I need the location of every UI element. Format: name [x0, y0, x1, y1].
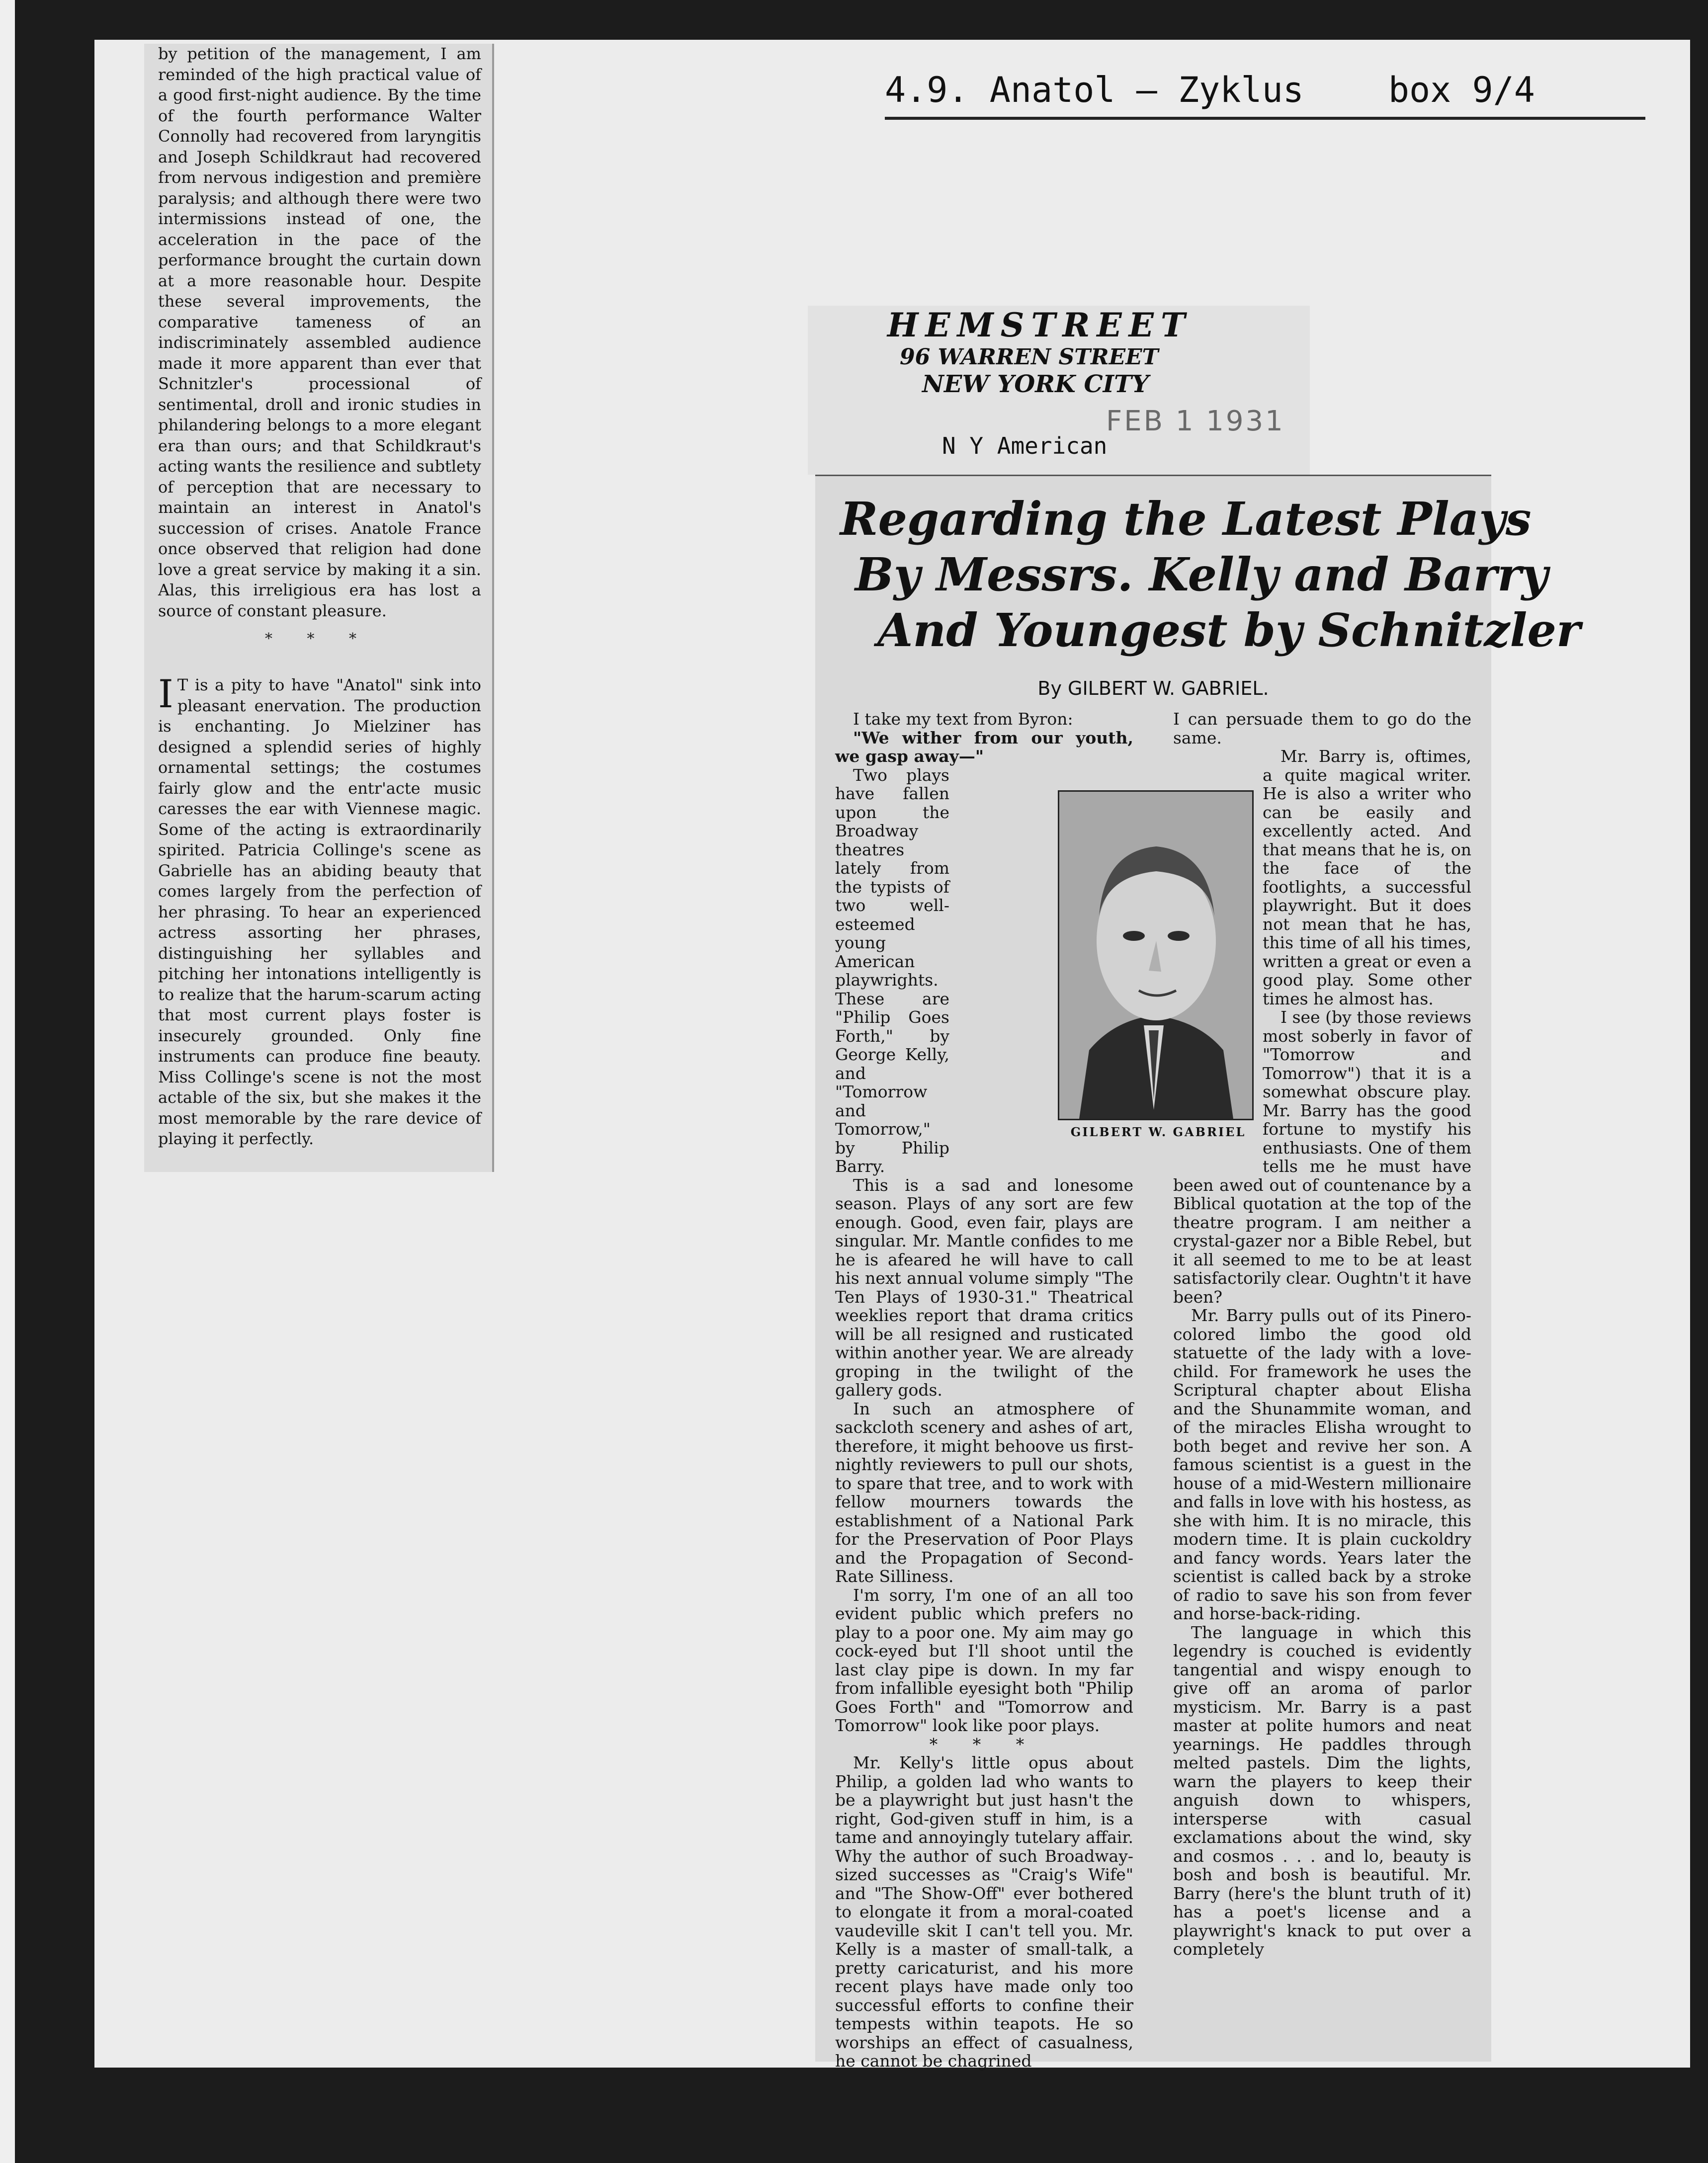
- stamp-date: FEB 1 1931: [1106, 405, 1285, 437]
- headline: [815, 491, 1581, 658]
- article-paragraph: I see (by those reviews most soberly in favor of "Tomorrow and Tomorrow") that it is a somewhat obscure play. Mr. Barry has the good fortune to mystify his enthusiasts. One of them tells me he must have been awed out of countenance by a Biblical quotation at the top of the theatre program. I am neither a crystal-gazer nor a Bible Rebel, but it all seemed to me to be at least satisfactorily clear. Oughtn't it have been?: [1173, 1007, 1471, 1307]
- stamp-address: 96 WARREN STREET: [900, 344, 1159, 370]
- article-paragraph: In such an atmosphere of sackcloth scenery and ashes of art, therefore, it might behoove us first-nightly reviewers to pull our shots, to spare that tree, and to work with fellow mourners towards the establishment of a National Park for the Preservation of Poor Plays and the Propagation of Second-Rate Silliness.: [835, 1399, 1133, 1586]
- section-separator: * * *: [929, 1734, 1039, 1754]
- stamp-city: NEW YORK CITY: [922, 370, 1149, 398]
- article-paragraph: I can persuade them to go do the same.: [1173, 709, 1471, 748]
- article-paragraph: Mr. Barry pulls out of its Pinero-colored limbo the good old statuette of the lady with a love-child. For framework he uses the Scriptural chapter about Elisha and the Shunammite woman, and of the miracles Elisha wrought to both beget and revive her son. A famous scientist is a guest in the house of a mid-Western millionaire and falls in love with his hostess, as she with him. It is no miracle, this modern time. It is plain cuckoldry and fancy words. Years later the scientist is called back by a stroke of radio to save his son from fever and horse-back-riding.: [1173, 1306, 1471, 1623]
- catalog-header: [885, 70, 1535, 110]
- catalog-label: 4.9. Anatol – Zyklus: [885, 70, 1304, 110]
- author-portrait: [1058, 790, 1254, 1120]
- headline-line: And Youngest by Schnitzler: [877, 603, 1581, 657]
- article-paragraph: Mr. Kelly's little opus about Philip, a golden lad who wants to be a playwright but just hasn't the right, God-given stuff in him, is a tame and annoyingly tutelary affair. Why the author of such Broadway-sized successes as "Craig's Wife" and "The Show-Off" ever bothered to elongate it from a moral-coated vaudeville skit I can't tell you. Mr. Kelly is a master of small-talk, a pretty caricaturist, and his more recent plays have made only too successful efforts to confine their tempests within teapots. He so worships an effect of casualness, he cannot be chagrined: [835, 1753, 1133, 2071]
- photo-caption: GILBERT W. GABRIEL: [1070, 1125, 1246, 1139]
- clipping-paragraph: by petition of the management, I am reminded of the high practical value of a good first-night audience. By the time of the fourth performance Walter Connolly had recovered from laryngitis and Joseph Schildkraut had recovered from nervous indigestion and première paralysis; and although there were two intermissions instead of one, the acceleration in the pace of the performance brought the curtain down at a more reasonable hour. Despite these several improvements, the comparative tameness of an indiscriminately assembled audience made it more apparent than ever that Schnitzler's processional of sentimental, droll and ironic studies in philandering belongs to a more elegant era than ours; and that Schildkraut's acting wants the resilience and subtlety of perception that are necessary to maintain an interest in Anatol's succession of crises. Anatole France once observed that religion had done love a great service by making it a sin. Alas, this irreligious era has lost a source of constant pleasure.: [158, 44, 481, 620]
- box-label: box 9/4: [1388, 70, 1535, 110]
- article-clipping: [815, 475, 1581, 2071]
- byline: By GILBERT W. GABRIEL.: [1037, 677, 1269, 699]
- article-paragraph: The language in which this legendry is couched is evidently tangential and wispy enough to give off an aroma of parlor mysticism. Mr. Barry is a past master at polite humors and neat yearnings. He paddles through melted pastels. Dim the lights, warn the players to keep their anguish down to whispers, intersperse with casual exclamations about the wind, sky and cosmos . . . and lo, beauty is bosh and bosh is beautiful. Mr. Barry (here's the blunt truth of it) has a poet's license and a playwright's knack to put over a completely: [1173, 1622, 1471, 1959]
- clipping-service-stamp: [808, 306, 1310, 475]
- article-paragraph: I take my text from Byron:: [853, 709, 1073, 729]
- header-underline: [885, 117, 1645, 120]
- stamp-name: HEMSTREET: [887, 306, 1193, 344]
- film-edge: [0, 0, 15, 2163]
- headline-line: By Messrs. Kelly and Barry: [855, 548, 1548, 601]
- clipping-paragraph: [158, 672, 481, 1150]
- section-separator: * * *: [264, 630, 372, 648]
- article-paragraph: I'm sorry, I'm one of an all too evident public which prefers no play to a poor one. My aim may go cock-eyed but I'll shoot until the last clay pipe is down. In my far from infallible eyesight both "Philip Goes Forth" and "Tomorrow and Tomorrow" look like poor plays.: [835, 1585, 1133, 1735]
- article-paragraph: Two plays have fallen upon the Broadway theatres lately from the typists of two well-esteemed young American playwrights. These are "Philip Goes Forth," by George Kelly, and "Tomorrow and Tomorrow," by Philip Barry.: [835, 765, 949, 1176]
- pull-quote: "We wither from our youth, we gasp away—": [835, 728, 1133, 766]
- article-paragraph: This is a sad and lonesome season. Plays of any sort are few enough. Good, even fair, plays are singular. Mr. Mantle confides to me he is afeared he will have to call his next annual volume simply "The Ten Plays of 1930-31." Theatrical weeklies report that drama critics will be all resigned and rusticated within another year. We are already groping in the twilight of the gallery gods.: [835, 1175, 1133, 1400]
- article-paragraph: Mr. Barry is, oftimes, a quite magical writer. He is also a writer who can be easily and excellently acted. And that means that he is, on the face of the footlights, a successful playwright. But it does not mean that he has, this time of all his times, written a great or even a good play. Some other times he almost has.: [1263, 747, 1471, 1008]
- portrait-image: [1059, 792, 1252, 1119]
- drop-cap: I: [158, 672, 173, 717]
- headline-line: Regarding the Latest Plays: [840, 492, 1532, 546]
- left-clipping: [144, 44, 494, 1172]
- newspaper-name: N Y American: [942, 432, 1108, 459]
- clipping-paragraph-text: T is a pity to have "Anatol" sink into pleasant enervation. The production is enchanting. Jo Mielziner has designed a splendid series of highly ornamental settings; the costumes fairly glow and the entr'acte music caresses the ear with Viennese magic. Some of the acting is extraordinarily spirited. Patricia Collinge's scene as Gabrielle has an abiding beauty that comes largely from the perfection of her phrasing. To hear an experienced actress assorting her phrases, distinguishing her syllables and pitching her intonations intelligently is to realize that the harum-scarum acting that most current plays foster is insecurely grounded. Only fine instruments can produce fine beauty. Miss Collinge's scene is not the most actable of the six, but she makes it the most memorable by the rare device of playing it perfectly.: [158, 675, 481, 1148]
